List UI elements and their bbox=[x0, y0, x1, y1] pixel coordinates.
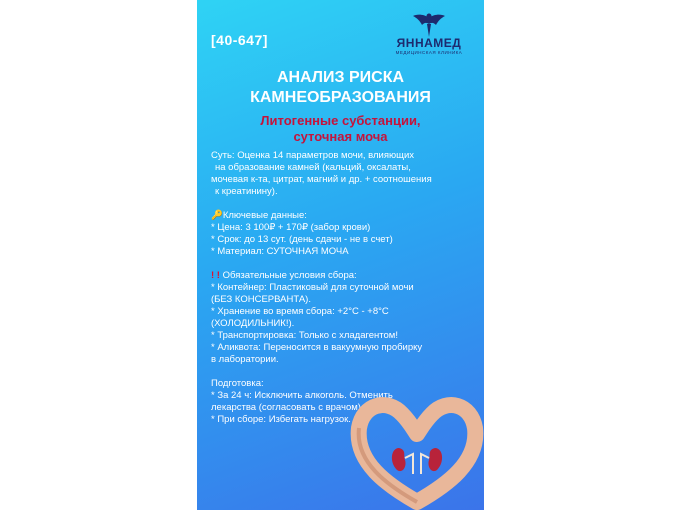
list-item: лекарства (согласовать с врачом). bbox=[211, 402, 364, 413]
logo-tagline: МЕДИЦИНСКАЯ КЛИНИКА bbox=[395, 50, 463, 55]
angel-wings-icon bbox=[412, 12, 446, 38]
logo-name: ЯННАМЕД bbox=[396, 36, 462, 50]
list-item: (БЕЗ КОНСЕРВАНТА). bbox=[211, 294, 311, 305]
info-card bbox=[197, 0, 484, 510]
title-line: КАМНЕОБРАЗОВАНИЯ bbox=[250, 89, 431, 106]
list-item: * Хранение во время сбора: +2°C - +8°C bbox=[211, 306, 389, 317]
clinic-logo bbox=[389, 12, 469, 68]
key-data-heading-text: Ключевые данные: bbox=[222, 210, 307, 221]
essence-line: мочевая к-та, цитрат, магний и др. + соотношения bbox=[211, 174, 432, 185]
heart-hands-kidneys-image bbox=[347, 390, 484, 510]
list-item: * Срок: до 13 сут. (день сдачи - не в счет) bbox=[211, 234, 393, 245]
conditions-heading bbox=[211, 270, 476, 282]
key-data-heading bbox=[211, 210, 476, 222]
list-item: * Цена: 3 100₽ + 170₽ (забор крови) bbox=[211, 222, 371, 233]
subtitle-line: Литогенные субстанции, bbox=[260, 113, 421, 128]
essence-line: к креатинину). bbox=[215, 186, 278, 197]
page-subtitle bbox=[197, 113, 484, 145]
conditions-heading-text: Обязательные условия сбора: bbox=[222, 270, 357, 281]
conditions-section bbox=[211, 270, 476, 366]
list-item: * За 24 ч: Исключить алкоголь. Отменить bbox=[211, 390, 393, 401]
list-item: * При сборе: Избегать нагрузок. bbox=[211, 414, 351, 425]
subtitle-line: суточная моча bbox=[293, 129, 388, 144]
key-data-section bbox=[211, 210, 476, 258]
list-item: в лаборатории. bbox=[211, 354, 279, 365]
list-item: * Транспортировка: Только с хладагентом! bbox=[211, 330, 398, 341]
essence-section bbox=[211, 150, 476, 198]
page-title bbox=[197, 68, 484, 108]
list-item: * Материал: СУТОЧНАЯ МОЧА bbox=[211, 246, 349, 257]
preparation-heading: Подготовка: bbox=[211, 378, 264, 389]
essence-line: на образование камней (кальций, оксалаты, bbox=[215, 162, 411, 173]
exclamation-icon: ! ! bbox=[211, 270, 220, 281]
list-item: (ХОЛОДИЛЬНИК!). bbox=[211, 318, 295, 329]
description bbox=[211, 150, 476, 426]
test-code: [40-647] bbox=[211, 32, 268, 48]
key-icon: 🔑 bbox=[211, 210, 223, 221]
list-item: * Контейнер: Пластиковый для суточной мочи bbox=[211, 282, 414, 293]
title-line: АНАЛИЗ РИСКА bbox=[276, 69, 405, 86]
essence-line: Суть: Оценка 14 параметров мочи, влияющих bbox=[211, 150, 414, 161]
list-item: * Аликвота: Переносится в вакуумную пробирку bbox=[211, 342, 423, 353]
